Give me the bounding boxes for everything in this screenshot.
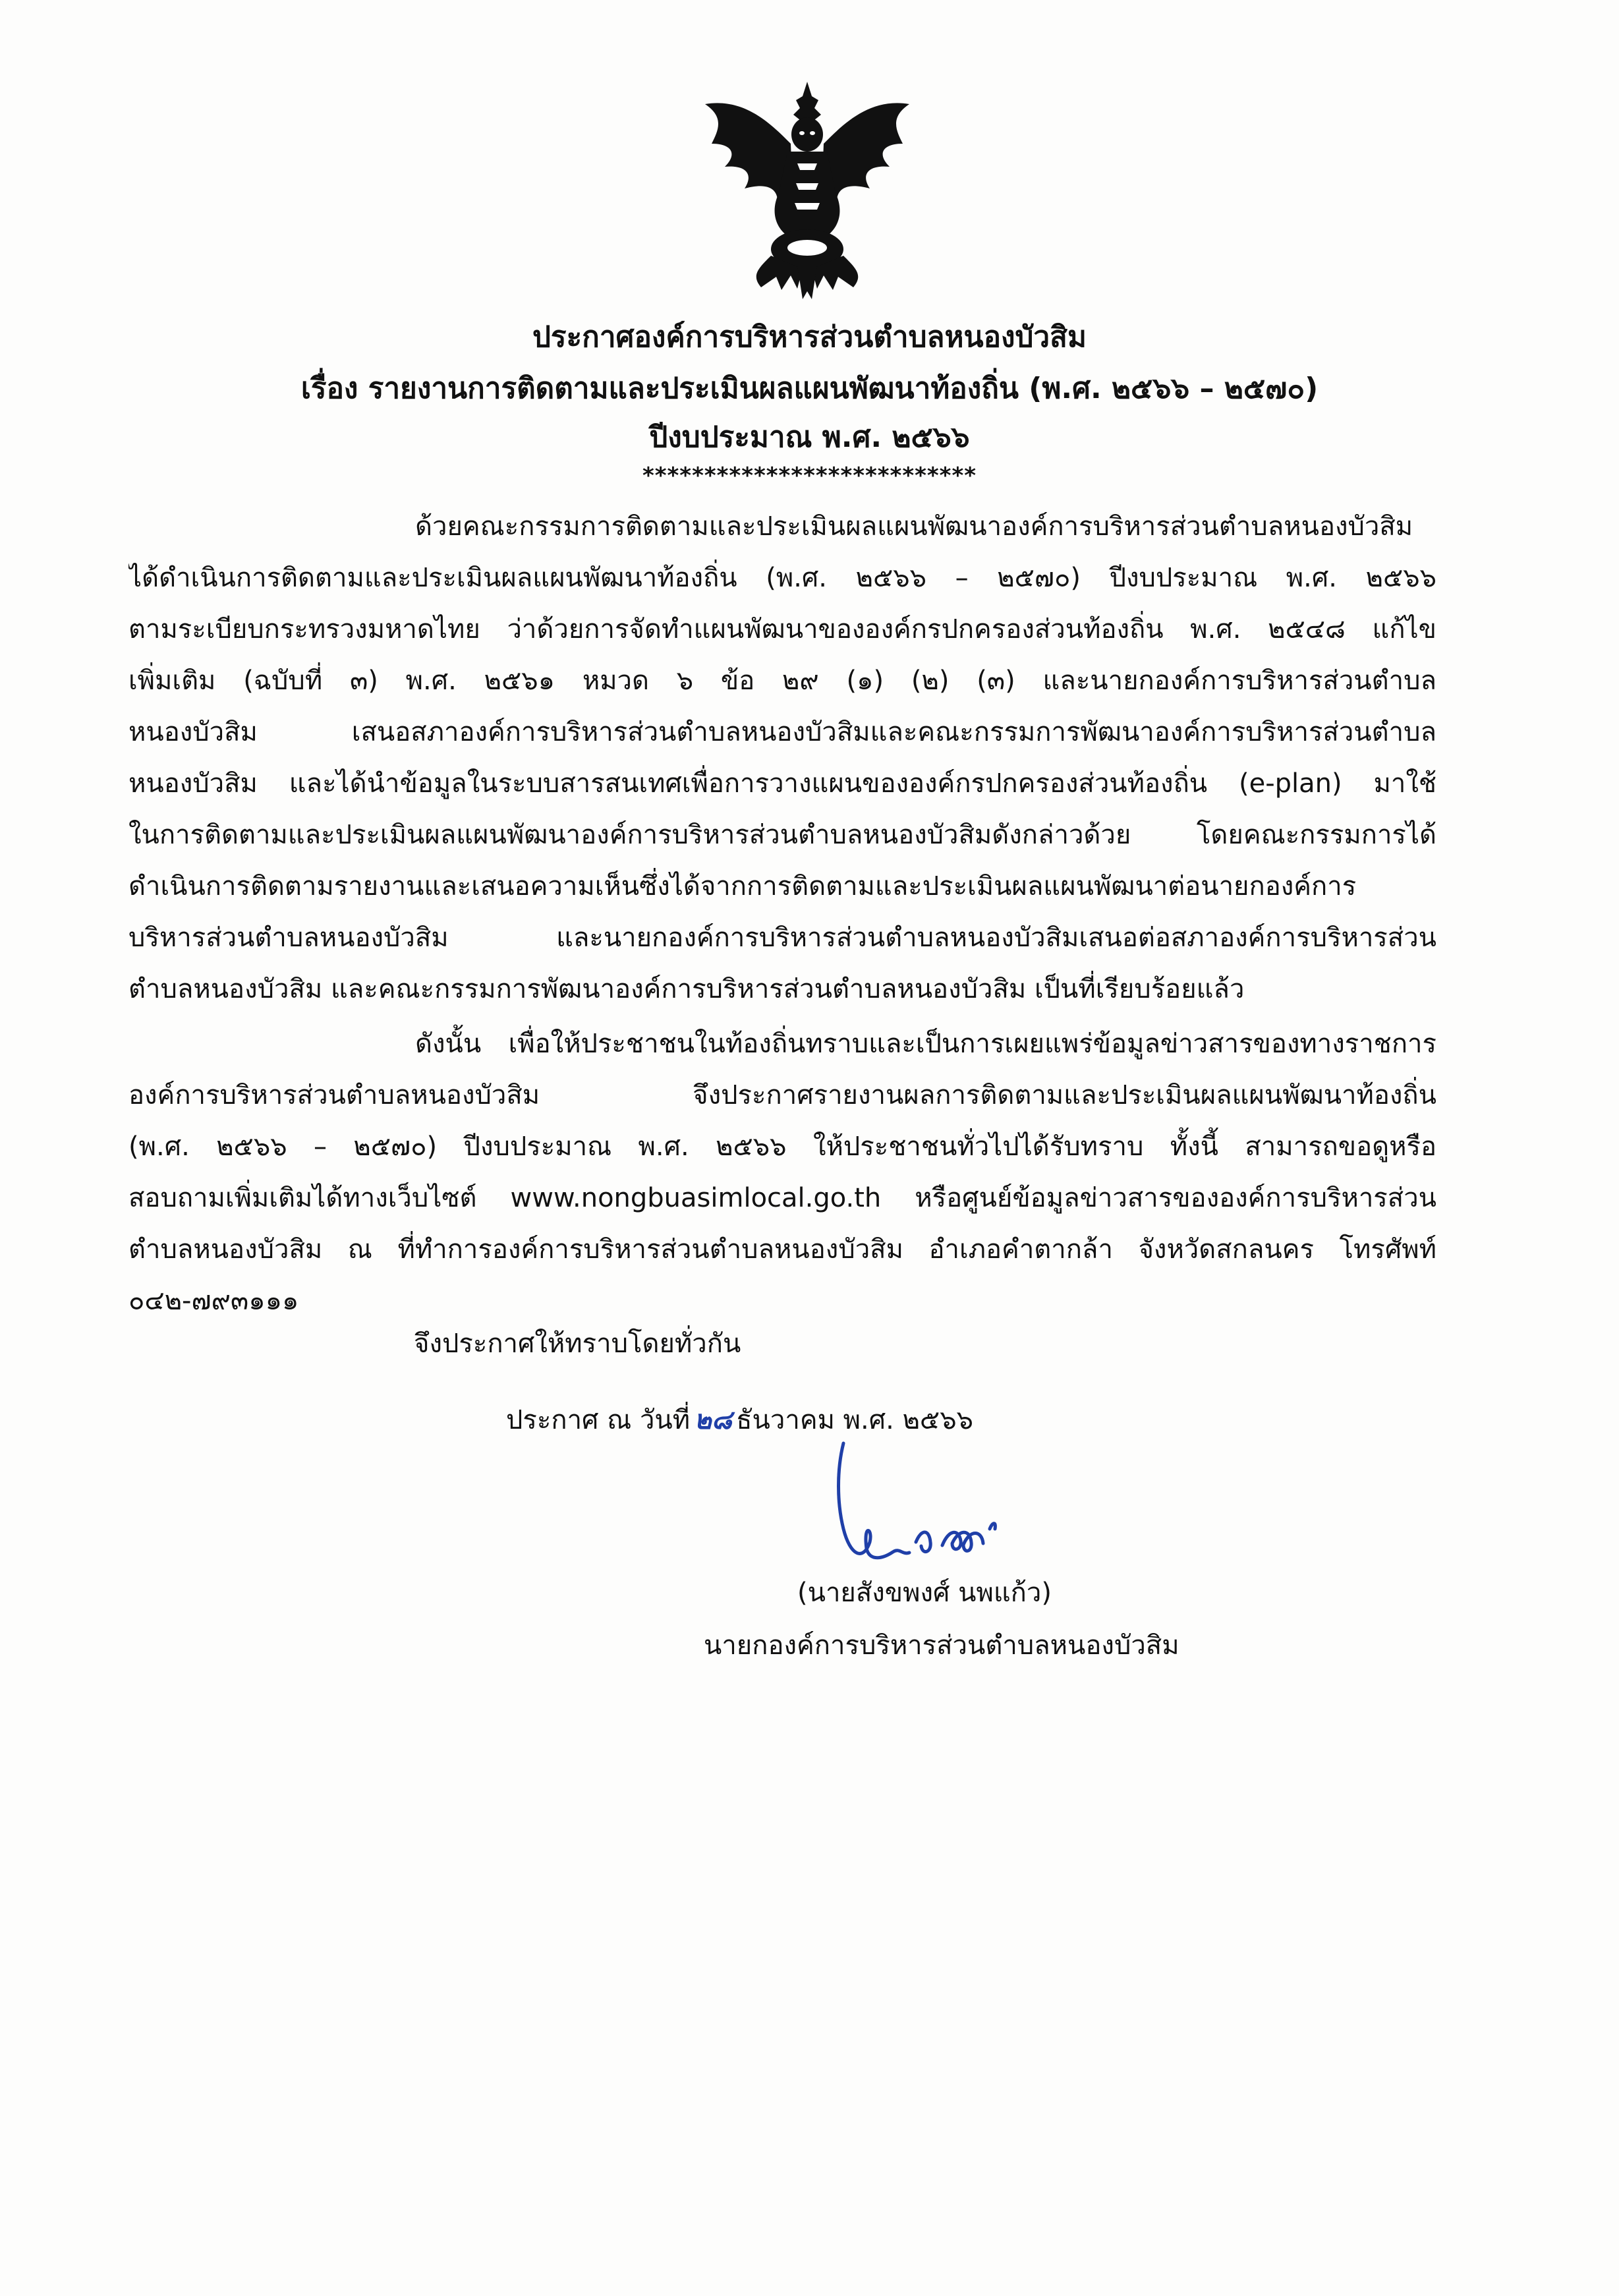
announcement-subject: เรื่อง รายงานการติดตามและประเมินผลแผนพัฒนาท้องถิ่น (พ.ศ. ๒๕๖๖ – ๒๕๗๐) (300, 372, 1319, 405)
paragraph-2-line: ตำบลหนองบัวสิม ณ ที่ทำการองค์การบริหารส่วนตำบลหนองบัวสิม อำเภอคำตากล้า จังหวัดสกลนคร โทรศัพท์ (128, 1234, 1436, 1265)
signer-position: นายกองค์การบริหารส่วนตำบลหนองบัวสิม (704, 1630, 1179, 1661)
paragraph-1-line: ดำเนินการติดตามรายงานและเสนอความเห็นซึ่งได้จากการติดตามและประเมินผลแผนพัฒนาต่อนายกองค์การ (128, 871, 1357, 902)
paragraph-2-line: ๐๔๒-๗๙๓๑๑๑ (128, 1286, 299, 1316)
paragraph-1-line: ตำบลหนองบัวสิม และคณะกรรมการพัฒนาองค์การบริหารส่วนตำบลหนองบัวสิม เป็นที่เรียบร้อยแล้ว (128, 974, 1245, 1004)
title-separator: *************************** (642, 463, 977, 489)
paragraph-1 (128, 501, 1436, 1015)
paragraph-1-line: ด้วยคณะกรรมการติดตามและประเมินผลแผนพัฒนาองค์การบริหารส่วนตำบลหนองบัวสิม (415, 511, 1413, 542)
signer-name: (นายสังขพงศ์ นพแก้ว) (797, 1578, 1052, 1608)
paragraph-1-line: ในการติดตามและประเมินผลแผนพัฒนาองค์การบริหารส่วนตำบลหนองบัวสิมดังกล่าวด้วย โดยคณะกรรมการได้ (128, 820, 1436, 850)
paragraph-1-line: ตามระเบียบกระทรวงมหาดไทย ว่าด้วยการจัดทำแผนพัฒนาขององค์กรปกครองส่วนท้องถิ่น พ.ศ. ๒๕๔๘ แก้ไข (128, 614, 1436, 645)
handwritten-signature (817, 1430, 1094, 1575)
paragraph-2-line: สอบถามเพิ่มเติมได้ทางเว็บไซต์ www.nongbuasimlocal.go.th หรือศูนย์ข้อมูลข่าวสารขององค์การบริหารส่วน (128, 1183, 1436, 1213)
paragraph-1-line: หนองบัวสิม เสนอสภาองค์การบริหารส่วนตำบลหนองบัวสิมและคณะกรรมการพัฒนาองค์การบริหารส่วนตำบล (128, 717, 1436, 747)
paragraph-1-line: บริหารส่วนตำบลหนองบัวสิม และนายกองค์การบริหารส่วนตำบลหนองบัวสิมเสนอต่อสภาองค์การบริหารส่วน (128, 923, 1436, 953)
fiscal-year-line: ปีงบประมาณ พ.ศ. ๒๕๖๖ (649, 420, 970, 454)
date-month-year: ธันวาคม พ.ศ. ๒๕๖๖ (736, 1405, 973, 1435)
paragraph-1-line: หนองบัวสิม และได้นำข้อมูลในระบบสารสนเทศเพื่อการวางแผนขององค์กรปกครองส่วนท้องถิ่น (e-plan) มาใช้ (128, 768, 1436, 799)
closing-statement: จึงประกาศให้ทราบโดยทั่วกัน (414, 1329, 741, 1359)
paragraph-2-line: องค์การบริหารส่วนตำบลหนองบัวสิม จึงประกาศรายงานผลการติดตามและประเมินผลแผนพัฒนาท้องถิ่น (128, 1080, 1436, 1110)
announcement-title: ประกาศองค์การบริหารส่วนตำบลหนองบัวสิม (532, 320, 1087, 354)
date-day-handwritten: ๒๘ (694, 1405, 732, 1435)
date-prefix: ประกาศ ณ วันที่ (506, 1405, 691, 1435)
paragraph-2-line: (พ.ศ. ๒๕๖๖ – ๒๕๗๐) ปีงบประมาณ พ.ศ. ๒๕๖๖ ให้ประชาชนทั่วไปได้รับทราบ ทั้งนี้ สามารถขอดูหรือ (128, 1132, 1436, 1162)
paragraph-1-line: เพิ่มเติม (ฉบับที่ ๓) พ.ศ. ๒๕๖๑ หมวด ๖ ข้อ ๒๙ (๑) (๒) (๓) และนายกองค์การบริหารส่วนตำบล (128, 666, 1436, 696)
garuda-emblem-icon (698, 78, 916, 302)
paragraph-2-line: ดังนั้น เพื่อให้ประชาชนในท้องถิ่นทราบและเป็นการเผยแพร่ข้อมูลข่าวสารของทางราชการ (415, 1029, 1436, 1059)
paragraph-2 (128, 1018, 1436, 1327)
paragraph-1-line: ได้ดำเนินการติดตามและประเมินผลแผนพัฒนาท้องถิ่น (พ.ศ. ๒๕๖๖ – ๒๕๗๐) ปีงบประมาณ พ.ศ. ๒๕๖๖ (128, 563, 1436, 593)
